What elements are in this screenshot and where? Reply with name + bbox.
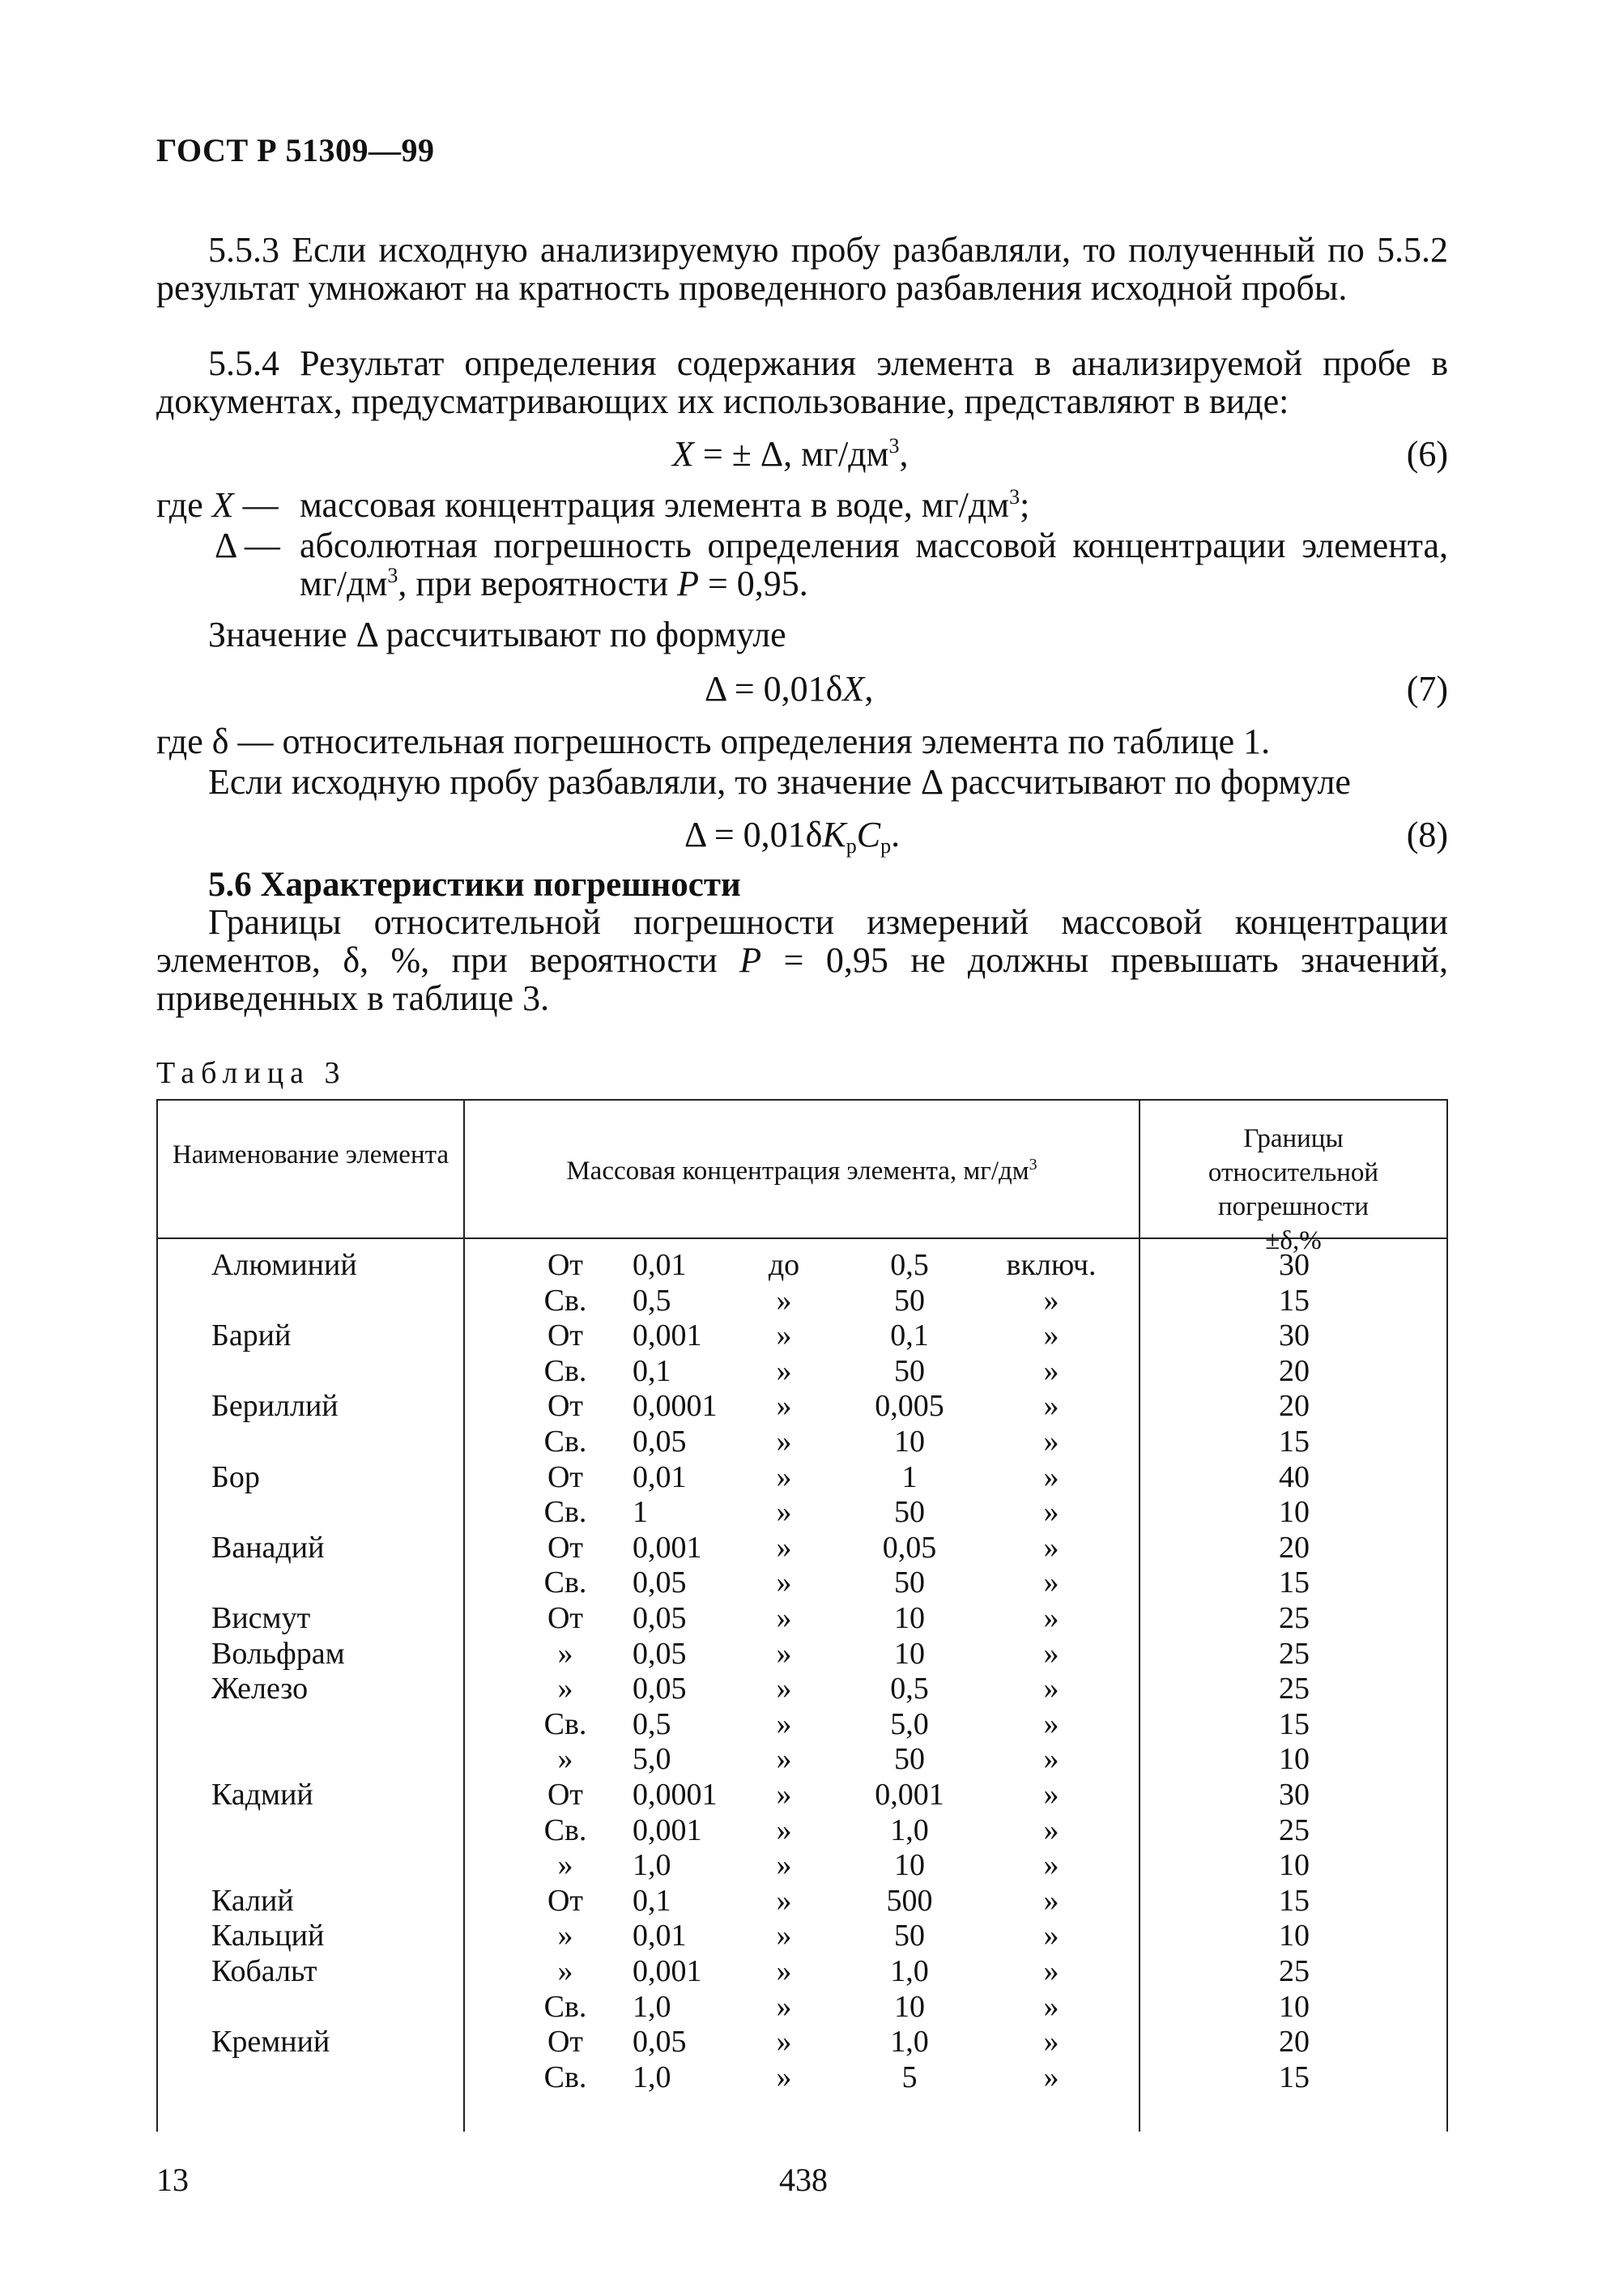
table-cell-inclusive: » [1043, 1318, 1059, 1353]
table-cell-to: 10 [894, 1601, 925, 1635]
table-row [156, 1353, 1448, 1389]
where-x-def-sup: 3 [1009, 485, 1020, 509]
table-cell-to-prefix: » [776, 1459, 792, 1494]
where-x-def-text: массовая концентрация элемента в воде, мг/дм [300, 485, 1010, 525]
where-x-def-post: ; [1020, 485, 1030, 525]
table-cell-to: 50 [894, 1742, 925, 1777]
table-cell-to: 50 [894, 1353, 925, 1388]
table-cell-prefix: Св. [543, 1813, 587, 1847]
paragraph-5-6-var: P [739, 940, 762, 980]
table-cell-element: Кобальт [211, 1954, 317, 1988]
table-row [156, 1494, 1448, 1530]
table-cell-to-prefix: » [776, 1565, 792, 1600]
table-cell-to-prefix: » [776, 1283, 792, 1318]
table-cell-prefix: » [557, 1672, 573, 1706]
table-cell-to: 10 [894, 1425, 925, 1459]
table-cell-to: 1 [901, 1459, 918, 1494]
table-cell-to: 10 [894, 1989, 925, 2024]
table-cell-to-prefix: » [776, 1989, 792, 2024]
formula-8-pre: Δ = 0,01δ [684, 815, 823, 854]
formula-6-rest: = ± Δ, мг/дм [693, 434, 889, 474]
formula-8-sub2: р [880, 834, 892, 858]
table-cell-to: 0,5 [890, 1672, 929, 1706]
table-cell-from: 0,001 [633, 1954, 702, 1988]
table-row [156, 1636, 1448, 1672]
where-delta-def-text: абсолютная погрешность определения массовой концентрации элемента, мг/дм [300, 526, 1448, 603]
table-cell-from: 0,05 [633, 1425, 687, 1459]
table-cell-element: Бериллий [211, 1389, 339, 1424]
table-cell-from: 1,0 [633, 1848, 671, 1883]
where-lead: где [156, 485, 203, 525]
table-cell-error: 15 [1279, 1706, 1310, 1741]
table-cell-from: 0,001 [633, 1813, 702, 1847]
table-cell-prefix: От [547, 1778, 584, 1812]
table-cell-prefix: Св. [543, 2060, 587, 2094]
table-cell-to: 1,0 [890, 1813, 929, 1847]
table-header-element: Наименование элемента [172, 1140, 449, 1169]
table-cell-to-prefix: » [776, 2025, 792, 2060]
page-number-center: 438 [779, 2162, 828, 2198]
table-header-concentration [465, 1154, 1139, 1188]
table-cell-element: Висмут [211, 1601, 311, 1635]
table-cell-inclusive: » [1043, 1883, 1059, 1918]
table-cell-error: 30 [1279, 1248, 1310, 1282]
table-cell-to-prefix: » [776, 1530, 792, 1565]
table-cell-to: 50 [894, 1283, 925, 1318]
table-cell-inclusive: » [1043, 1530, 1059, 1565]
table-cell-prefix: От [547, 1318, 584, 1353]
table-row [156, 1706, 1448, 1742]
diluted-intro: Если исходную пробу разбавляли, то значение Δ рассчитывают по формуле [208, 762, 1351, 802]
table-cell-from: 0,5 [633, 1283, 671, 1318]
table-row [156, 1600, 1448, 1636]
table-cell-error: 30 [1279, 1778, 1310, 1812]
where-delta-def-mid: , при вероятности [398, 564, 678, 603]
table-cell-to: 50 [894, 1919, 925, 1953]
table-cell-element: Барий [211, 1318, 292, 1353]
table-row [156, 1530, 1448, 1565]
formula-6 [672, 433, 909, 475]
table-cell-prefix: От [547, 1601, 584, 1635]
table-cell-prefix: От [547, 1248, 584, 1282]
formula-7-number: (7) [1406, 669, 1448, 709]
where-delta-def-post: = 0,95. [698, 564, 808, 603]
table-cell-prefix: Св. [543, 1353, 587, 1388]
table-cell-inclusive: » [1043, 2025, 1059, 2060]
table-cell-to-prefix: » [776, 2060, 792, 2094]
table-cell-to: 50 [894, 1565, 925, 1600]
table-cell-error: 20 [1279, 2025, 1310, 2060]
table-cell-to-prefix: » [776, 1672, 792, 1706]
table-cell-error: 25 [1279, 1813, 1310, 1847]
table-cell-inclusive: » [1043, 1565, 1059, 1600]
table-cell-from: 1,0 [633, 1989, 671, 2024]
table-cell-to-prefix: » [776, 1318, 792, 1353]
table-cell-inclusive: » [1043, 1672, 1059, 1706]
table-cell-prefix: Св. [543, 1495, 587, 1530]
table-cell-inclusive: » [1043, 1425, 1059, 1459]
table-cell-error: 15 [1279, 2060, 1310, 2094]
table-cell-prefix: Св. [543, 1425, 587, 1459]
table-row [156, 1565, 1448, 1600]
table-cell-to-prefix: » [776, 1425, 792, 1459]
table-cell-prefix: Св. [543, 1283, 587, 1318]
table-cell-element: Бор [211, 1459, 260, 1494]
table-top-border [156, 1099, 1448, 1101]
table-cell-inclusive: включ. [1006, 1248, 1097, 1282]
table-cell-from: 1 [633, 1495, 648, 1530]
table-cell-error: 25 [1279, 1672, 1310, 1706]
table-cell-error: 15 [1279, 1283, 1310, 1318]
table-cell-to-prefix: » [776, 1495, 792, 1530]
table-cell-from: 0,05 [633, 1601, 687, 1635]
table-cell-error: 20 [1279, 1353, 1310, 1388]
table-cell-inclusive: » [1043, 1601, 1059, 1635]
table-cell-element: Железо [211, 1672, 309, 1706]
table-cell-from: 0,001 [633, 1530, 702, 1565]
table-cell-element: Алюминий [211, 1248, 357, 1282]
where-delta-def-sup: 3 [387, 564, 398, 587]
table-cell-prefix: » [557, 1848, 573, 1883]
table-cell-prefix: От [547, 1883, 584, 1918]
table-row [156, 1388, 1448, 1424]
table-cell-error: 10 [1279, 1495, 1310, 1530]
formula-8-number: (8) [1406, 815, 1448, 854]
table-cell-to-prefix: » [776, 1919, 792, 1953]
table-cell-inclusive: » [1043, 1742, 1059, 1777]
where-delta-small: где δ — относительная погрешность определения элемента по таблице 1. [156, 722, 1271, 761]
table-cell-prefix: Св. [543, 1989, 587, 2024]
table-cell-from: 0,1 [633, 1883, 671, 1918]
formula-8 [684, 814, 901, 858]
table-cell-error: 20 [1279, 1530, 1310, 1565]
table-row [156, 2024, 1448, 2060]
table-cell-to-prefix: » [776, 1848, 792, 1883]
table-cell-from: 0,05 [633, 1565, 687, 1600]
table-cell-prefix: От [547, 1459, 584, 1494]
table-cell-prefix: От [547, 1389, 584, 1424]
document-header: ГОСТ Р 51309—99 [156, 132, 435, 168]
table-cell-error: 25 [1279, 1954, 1310, 1988]
table-row [156, 1424, 1448, 1459]
table-cell-prefix: От [547, 2025, 584, 2060]
where-delta-symbol: Δ — [215, 526, 280, 565]
table-cell-to-prefix: » [776, 1601, 792, 1635]
where-x-dash: — [233, 485, 279, 525]
table-cell-from: 0,1 [633, 1353, 671, 1388]
page-number-left: 13 [156, 2162, 189, 2198]
table-cell-element: Вольфрам [211, 1636, 345, 1671]
table-row [156, 1847, 1448, 1883]
section-title: 5.6 Характеристики погрешности [208, 866, 741, 904]
table-row [156, 1318, 1448, 1353]
table-cell-element: Кадмий [211, 1778, 313, 1812]
formula-7-var: X [842, 669, 865, 709]
table-cell-error: 25 [1279, 1636, 1310, 1671]
table-row [156, 1741, 1448, 1777]
table-cell-to: 10 [894, 1636, 925, 1671]
table-cell-prefix: » [557, 1919, 573, 1953]
table-cell-from: 5,0 [633, 1742, 671, 1777]
table-cell-to: 0,1 [890, 1318, 929, 1353]
table-cell-to: 0,001 [875, 1778, 944, 1812]
table-cell-error: 15 [1279, 1883, 1310, 1918]
where-x-var: X [211, 485, 234, 525]
table-cell-to: 0,005 [875, 1389, 944, 1424]
table-3 [156, 1099, 1448, 2132]
table-cell-inclusive: » [1043, 1353, 1059, 1388]
table-cell-from: 1,0 [633, 2060, 671, 2094]
table-cell-inclusive: » [1043, 1989, 1059, 2024]
table-cell-element: Кальций [211, 1919, 325, 1953]
table-row [156, 2060, 1448, 2095]
table-cell-element: Калий [211, 1883, 294, 1918]
where-x-definition [300, 486, 1448, 524]
formula-7-pre: Δ = 0,01δ [705, 669, 843, 709]
table-header-error: Границы относительной погрешности ±δ,% [1208, 1124, 1379, 1255]
formula-6-sup: 3 [888, 434, 900, 458]
table-cell-to: 5 [901, 2060, 918, 2094]
table-cell-inclusive: » [1043, 1954, 1059, 1988]
formula-8-var1: K [822, 815, 846, 854]
table-cell-inclusive: » [1043, 1389, 1059, 1424]
table-cell-error: 10 [1279, 1742, 1310, 1777]
table-row [156, 1918, 1448, 1953]
table-cell-from: 0,0001 [633, 1389, 718, 1424]
table-cell-from: 0,05 [633, 1672, 687, 1706]
table-header-concentration-sup: 3 [1029, 1156, 1037, 1174]
table-row [156, 1777, 1448, 1813]
table-cell-to-prefix: до [768, 1248, 800, 1282]
table-cell-error: 40 [1279, 1459, 1310, 1494]
where-x-symbol [156, 486, 279, 524]
formula-6-tail: , [899, 434, 909, 474]
formula-8-var2: C [856, 815, 881, 854]
table-cell-to-prefix: » [776, 1954, 792, 1988]
table-cell-inclusive: » [1043, 1495, 1059, 1530]
where-delta [156, 526, 1448, 603]
table-cell-error: 10 [1279, 1919, 1310, 1953]
paragraph-5-6-pre: Границы относительной погрешности измерений массовой концентрации элементов, δ, %, при вероятности [156, 902, 1448, 980]
table-cell-inclusive: » [1043, 1283, 1059, 1318]
table-cell-error: 10 [1279, 1989, 1310, 2024]
table-cell-element: Кремний [211, 2025, 330, 2060]
table-row [156, 1247, 1448, 1283]
table-cell-error: 15 [1279, 1565, 1310, 1600]
table-cell-from: 0,001 [633, 1318, 702, 1353]
table-row [156, 1671, 1448, 1706]
table-cell-inclusive: » [1043, 1813, 1059, 1847]
table-cell-from: 0,05 [633, 2025, 687, 2060]
table-cell-from: 0,01 [633, 1248, 687, 1282]
table-caption: Таблица 3 [156, 1056, 347, 1090]
table-cell-error: 25 [1279, 1601, 1310, 1635]
table-cell-error: 15 [1279, 1425, 1310, 1459]
table-cell-inclusive: » [1043, 1706, 1059, 1741]
table-row [156, 1283, 1448, 1318]
table-cell-to-prefix: » [776, 1706, 792, 1741]
table-cell-error: 30 [1279, 1318, 1310, 1353]
table-cell-from: 0,05 [633, 1636, 687, 1671]
table-cell-to: 0,5 [890, 1248, 929, 1282]
table-cell-to: 1,0 [890, 1954, 929, 1988]
table-cell-element: Ванадий [211, 1530, 325, 1565]
table-cell-to: 1,0 [890, 2025, 929, 2060]
table-cell-from: 0,5 [633, 1706, 671, 1741]
table-cell-to: 10 [894, 1848, 925, 1883]
table-cell-to-prefix: » [776, 1353, 792, 1388]
table-cell-error: 20 [1279, 1389, 1310, 1424]
formula-8-sub1: р [846, 834, 857, 858]
table-row [156, 1459, 1448, 1495]
where-x [156, 486, 1448, 524]
table-cell-inclusive: » [1043, 1459, 1059, 1494]
table-row [156, 1953, 1448, 1989]
table-cell-to: 50 [894, 1495, 925, 1530]
table-row [156, 1813, 1448, 1848]
table-cell-to: 0,05 [882, 1530, 937, 1565]
table-cell-to-prefix: » [776, 1883, 792, 1918]
table-cell-from: 0,01 [633, 1919, 687, 1953]
paragraph-5-5-4: 5.5.4 Результат определения содержания элемента в анализируемой пробе в документах, предусматривающих их использование, представляют в виде: [156, 343, 1448, 421]
table-cell-prefix: » [557, 1954, 573, 1988]
table-cell-prefix: Св. [543, 1565, 587, 1600]
table-cell-inclusive: » [1043, 1636, 1059, 1671]
table-row [156, 1883, 1448, 1919]
table-cell-to: 500 [886, 1883, 933, 1918]
table-cell-to-prefix: » [776, 1389, 792, 1424]
table-cell-inclusive: » [1043, 1778, 1059, 1812]
where-delta-def-var: P [677, 564, 699, 603]
delta-intro: Значение Δ рассчитывают по формуле [208, 615, 786, 654]
table-cell-to-prefix: » [776, 1742, 792, 1777]
table-cell-from: 0,01 [633, 1459, 687, 1494]
paragraph-5-5-3: 5.5.3 Если исходную анализируемую пробу разбавляли, то полученный по 5.5.2 результат умножают на кратность проведенного разбавления исходной пробы. [156, 230, 1448, 308]
table-cell-inclusive: » [1043, 1848, 1059, 1883]
table-cell-to-prefix: » [776, 1813, 792, 1847]
formula-7-post: , [864, 669, 874, 709]
table-cell-inclusive: » [1043, 1919, 1059, 1953]
table-cell-prefix: » [557, 1742, 573, 1777]
formula-6-number: (6) [1406, 434, 1448, 474]
formula-7 [705, 668, 873, 709]
table-cell-error: 10 [1279, 1848, 1310, 1883]
formula-6-var: X [672, 434, 694, 474]
table-cell-to-prefix: » [776, 1778, 792, 1812]
paragraph-5-6 [156, 903, 1448, 1017]
where-delta-definition [300, 526, 1448, 603]
table-header-concentration-text: Массовая концентрация элемента, мг/дм [566, 1157, 1029, 1186]
paragraph-5-6-post: = 0,95 не должны превышать значений, приведенных в таблице 3. [156, 940, 1449, 1018]
table-cell-to: 5,0 [890, 1706, 929, 1741]
table-cell-prefix: От [547, 1530, 584, 1565]
table-cell-prefix: Св. [543, 1706, 587, 1741]
table-cell-prefix: » [557, 1636, 573, 1671]
formula-8-post: . [891, 815, 901, 854]
table-cell-from: 0,0001 [633, 1778, 718, 1812]
table-cell-inclusive: » [1043, 2060, 1059, 2094]
table-cell-to-prefix: » [776, 1636, 792, 1671]
table-row [156, 1989, 1448, 2025]
